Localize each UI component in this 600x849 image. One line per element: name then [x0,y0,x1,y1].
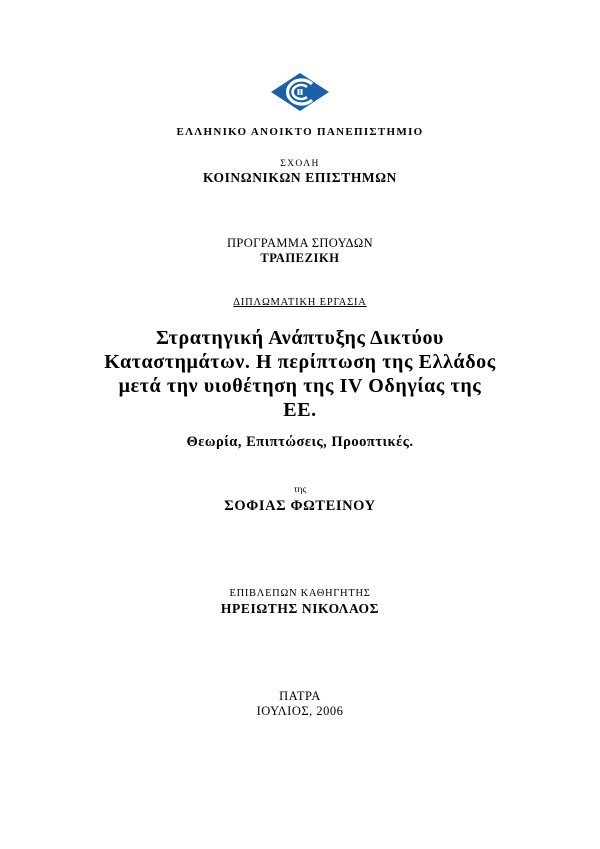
thesis-type-label: ΔΙΠΛΩΜΑΤΙΚΗ ΕΡΓΑΣΙΑ [233,297,367,308]
school-name: ΚΟΙΝΩΝΙΚΩΝ ΕΠΙΣΤΗΜΩΝ [202,170,398,185]
city: ΠΑΤΡΑ [279,689,321,703]
supervisor-label: ΕΠΙΒΛΕΠΩΝ ΚΑΘΗΓΗΤΗΣ [229,588,371,599]
thesis-title-line: Στρατηγική Ανάπτυξης Δικτύου [155,327,445,349]
thesis-title-line: Καταστημάτων. Η περίπτωση της Ελλάδος [104,351,496,373]
program-name: ΤΡΑΠΕΖΙΚΗ [260,251,340,265]
university-logo-icon [270,72,330,112]
date: ΙΟΥΛΙΟΣ, 2006 [256,704,344,718]
supervisor-name: ΗΡΕΙΩΤΗΣ ΝΙΚΟΛΑΟΣ [220,601,380,616]
author-name: ΣΟΦΙΑΣ ΦΩΤΕΙΝΟΥ [224,498,376,514]
thesis-title-line: ΕΕ. [283,399,317,421]
program-label: ΠΡΟΓΡΑΜΜΑ ΣΠΟΥΔΩΝ [226,236,374,250]
school-label: ΣΧΟΛΗ [280,159,320,169]
thesis-title [0,326,600,422]
university-name: ΕΛΛΗΝΙΚΟ ΑΝΟΙΚΤΟ ΠΑΝΕΠΙΣΤΗΜΙΟ [176,126,424,138]
thesis-subtitle: Θεωρία, Επιπτώσεις, Προοπτικές. [186,434,414,450]
thesis-title-line: μετά την υιοθέτηση της IV Οδηγίας της [118,375,482,397]
author-by-label: της [293,485,307,495]
